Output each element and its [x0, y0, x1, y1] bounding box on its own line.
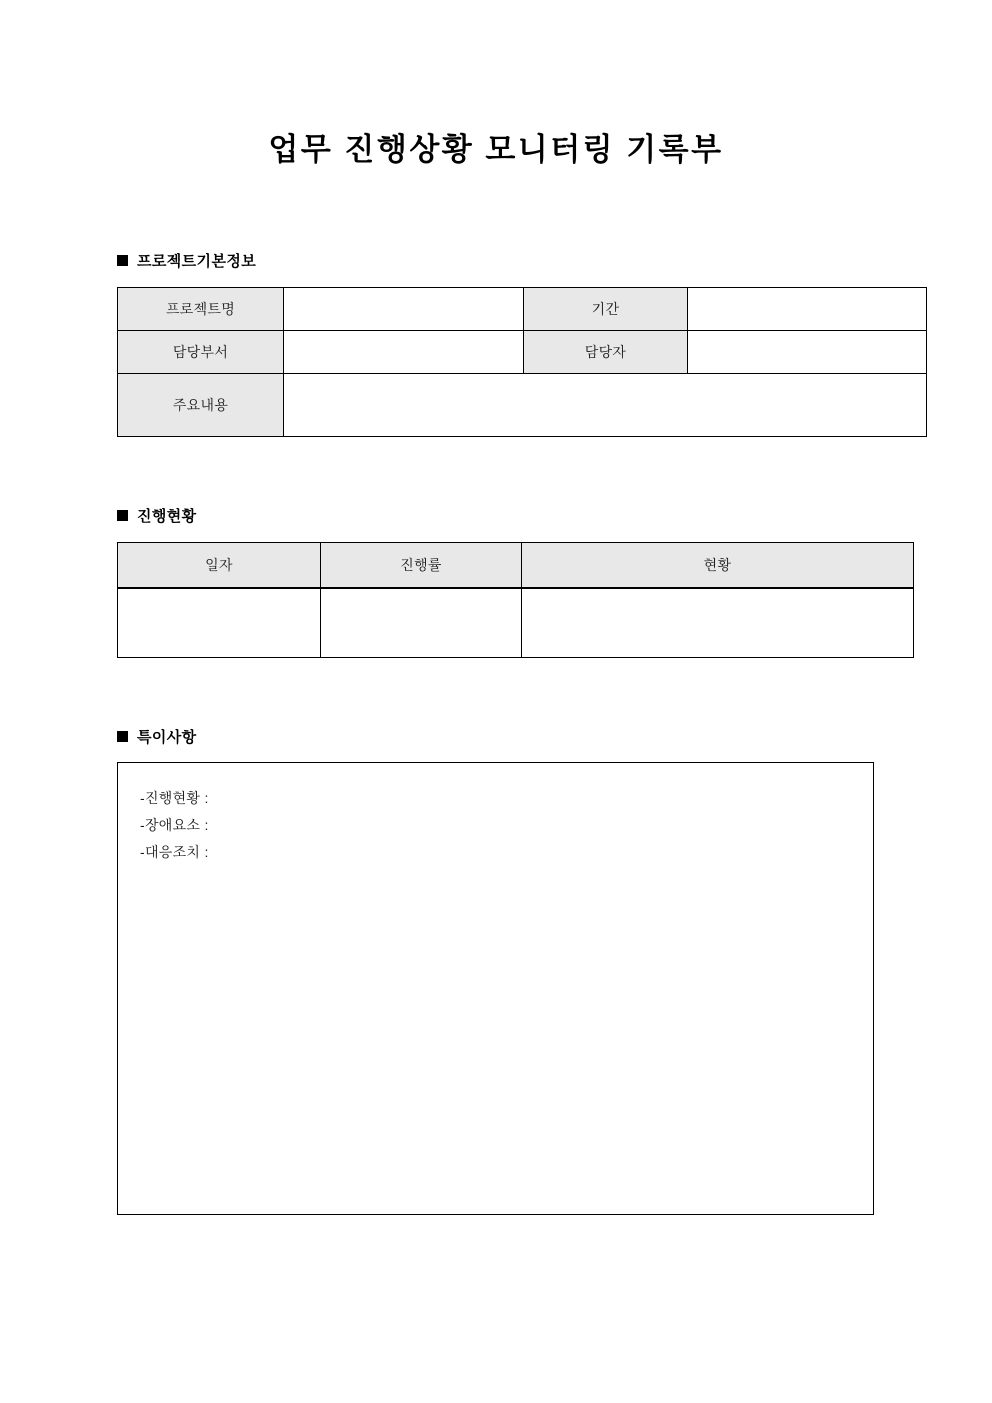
black-square-bullet-icon [117, 510, 128, 521]
table-header-row [118, 543, 914, 589]
column-header-status: 현황 [522, 543, 914, 589]
notes-textarea[interactable] [117, 762, 874, 1215]
section-heading-label: 진행현황 [137, 508, 197, 525]
field-value-period[interactable] [688, 288, 927, 331]
field-value-project-name[interactable] [284, 288, 524, 331]
column-header-date: 일자 [118, 543, 321, 589]
field-label-period: 기간 [524, 288, 688, 331]
field-label-main-content: 주요내용 [118, 374, 284, 437]
cell-status[interactable] [522, 588, 914, 658]
section-heading-label: 프로젝트기본정보 [137, 253, 257, 270]
table-row [118, 374, 927, 437]
table-row [118, 588, 914, 658]
table-row [118, 288, 927, 331]
section-heading-progress-status [117, 505, 197, 526]
field-value-main-content[interactable] [284, 374, 927, 437]
black-square-bullet-icon [117, 731, 128, 742]
notes-line-actions: -대응조치 : [140, 844, 209, 860]
section-heading-label: 특이사항 [137, 729, 197, 746]
field-label-department: 담당부서 [118, 331, 284, 374]
page-title: 업무 진행상황 모니터링 기록부 [268, 132, 724, 167]
notes-line-obstacles: -장애요소 : [140, 817, 209, 833]
project-info-table [117, 287, 927, 437]
section-heading-notes [117, 726, 197, 747]
table-row [118, 331, 927, 374]
field-value-department[interactable] [284, 331, 524, 374]
notes-line-progress: -진행현황 : [140, 790, 209, 806]
field-label-manager: 담당자 [524, 331, 688, 374]
section-heading-project-info [117, 250, 256, 271]
cell-date[interactable] [118, 588, 321, 658]
black-square-bullet-icon [117, 255, 128, 266]
progress-status-table [117, 542, 914, 658]
field-label-project-name: 프로젝트명 [118, 288, 284, 331]
column-header-progress-rate: 진행률 [321, 543, 522, 589]
field-value-manager[interactable] [688, 331, 927, 374]
cell-progress-rate[interactable] [321, 588, 522, 658]
